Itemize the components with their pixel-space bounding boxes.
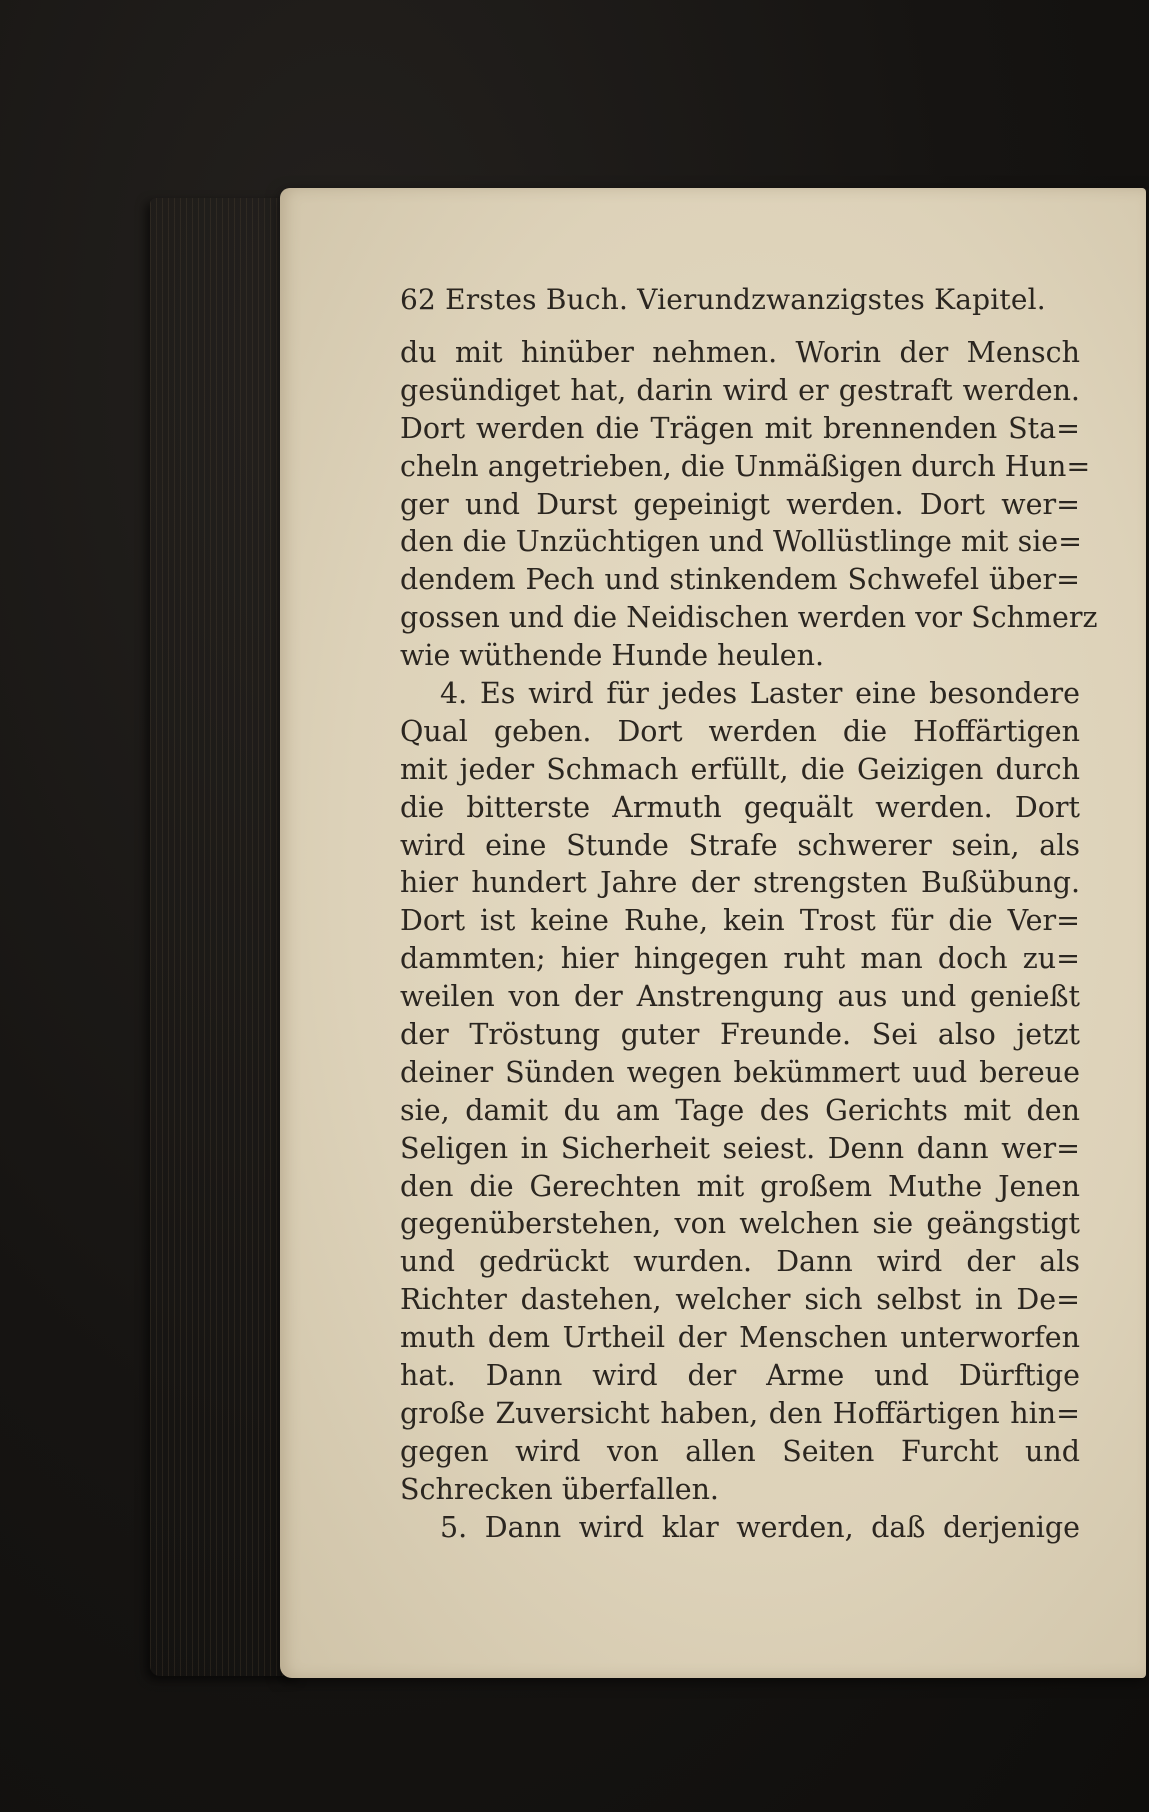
text-line: sie, damit du am Tage des Gerichts mit den xyxy=(400,1093,1080,1127)
text-line: Seligen in Sicherheit seiest. Denn dann wer= xyxy=(400,1131,1080,1165)
text-line: Dort werden die Trägen mit brennenden Sta= xyxy=(400,411,1080,445)
text-line: Dort ist keine Ruhe, kein Trost für die Ver= xyxy=(400,904,1080,938)
text-line: deiner Sünden wegen bekümmert uud bereue xyxy=(400,1055,1080,1089)
text-line: dammten; hier hingegen ruht man doch zu= xyxy=(400,942,1080,976)
text-line: dendem Pech und stinkendem Schwefel über= xyxy=(400,563,1080,597)
text-line: gesündiget hat, darin wird er gestraft werden. xyxy=(400,373,1080,407)
page-edges-stack xyxy=(150,198,300,1676)
text-line: und gedrückt wurden. Dann wird der als xyxy=(400,1245,1080,1279)
text-line: den die Gerechten mit großem Muthe Jenen xyxy=(400,1169,1080,1203)
text-line: mit jeder Schmach erfüllt, die Geizigen durch xyxy=(400,752,1080,786)
text-line: der Tröstung guter Freunde. Sei also jetzt xyxy=(400,1018,1080,1052)
text-line: Qual geben. Dort werden die Hoffärtigen xyxy=(400,714,1080,748)
text-line: die bitterste Armuth gequält werden. Dort xyxy=(400,790,1080,824)
text-line: Schrecken überfallen. xyxy=(400,1472,719,1506)
text-line: cheln angetrieben, die Unmäßigen durch Hun= xyxy=(400,449,1091,483)
text-line: große Zuversicht haben, den Hoffärtigen hin= xyxy=(400,1396,1080,1430)
text-line: hat. Dann wird der Arme und Dürftige xyxy=(400,1359,1080,1393)
text-line: gossen und die Neidischen werden vor Schmerz xyxy=(400,601,1098,635)
running-header: 62 Erstes Buch. Vierundzwanzigstes Kapitel. xyxy=(400,283,1046,316)
text-line: 5. Dann wird klar werden, daß derjenige xyxy=(440,1510,1080,1544)
text-line: weilen von der Anstrengung aus und genießt xyxy=(400,980,1080,1014)
text-line: muth dem Urtheil der Menschen unterworfen xyxy=(400,1321,1080,1355)
text-line: gegenüberstehen, von welchen sie geängstigt xyxy=(400,1207,1080,1241)
text-line: gegen wird von allen Seiten Furcht und xyxy=(400,1434,1080,1468)
body-text xyxy=(400,334,1098,1547)
text-line: wird eine Stunde Strafe schwerer sein, als xyxy=(400,828,1080,862)
text-line: wie wüthende Hunde heulen. xyxy=(400,639,825,673)
text-line: ger und Durst gepeinigt werden. Dort wer= xyxy=(400,487,1080,521)
text-line: hier hundert Jahre der strengsten Bußübung. xyxy=(400,866,1080,900)
text-line: 4. Es wird für jedes Laster eine besondere xyxy=(440,677,1080,711)
text-line: Richter dastehen, welcher sich selbst in De= xyxy=(400,1283,1080,1317)
page-text-block xyxy=(400,280,1098,1547)
text-line: den die Unzüchtigen und Wollüstlinge mit sie= xyxy=(400,525,1083,559)
text-line: du mit hinüber nehmen. Worin der Mensch xyxy=(400,336,1080,369)
